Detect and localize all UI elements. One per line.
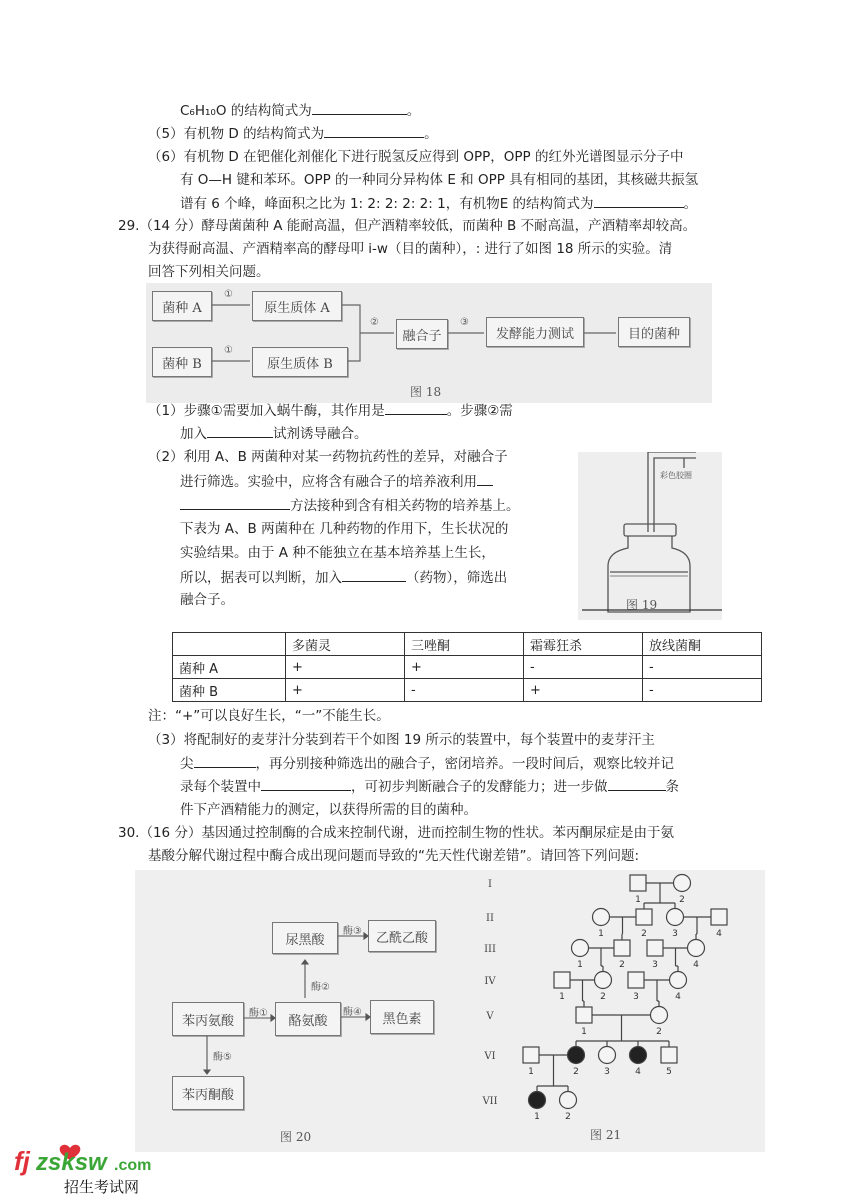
box-target-strain: 目的菌种 [618,317,690,347]
female-symbol [593,909,610,926]
q29-part2-l1: （2）利用 A、B 两菌种对某一药物抗药性的差异，对融合子 [148,449,508,465]
text: C₆H₁₀O 的结构简式为 [180,103,312,119]
table-header-row [173,633,762,656]
individual-number: 1 [528,1067,534,1077]
affected-female-symbol [568,1047,585,1064]
text: ，再分别接种筛选出的融合子，密闭培养。一段时间后，观察比较并记 [255,756,674,772]
table-cell: - [405,679,524,702]
affected-female-symbol [529,1092,546,1109]
text: 谱有 6 个峰，峰面积之比为 1: 2: 2: 2: 2: 1，有机物E 的结构简式为 [180,196,594,212]
female-symbol [572,940,589,957]
rubber-ring-label: 彩色胶圈 [660,471,692,480]
q29-part2-l3 [180,495,520,516]
individual-number: 2 [619,960,625,970]
q29-stem-l3: 回答下列相关问题。 [148,264,270,280]
box-protoplast-a: 原生质体 A [252,291,342,321]
individual-number: 4 [716,929,722,939]
q29-part2-l6 [180,567,507,588]
step-1-label: ① [224,345,233,356]
table-cell: 菌种 A [173,656,286,679]
individual-number: 4 [693,960,699,970]
table-header [173,633,286,656]
individual-number: 1 [534,1112,540,1122]
table-cell: - [643,656,762,679]
svg-text:zsksw: zsksw [36,1149,107,1176]
individual-number: 2 [573,1067,579,1077]
step-1-label: ① [224,289,233,300]
box-protoplast-b: 原生质体 B [252,347,348,377]
box-phenylalanine: 苯丙氨酸 [172,1002,244,1036]
q28-part6-l2: 有 O—H 键和苯环。OPP 的一种同分异构体 E 和 OPP 具有相同的基团，其核磁共振氢 [180,172,699,188]
text: （药物），筛选出 [406,570,508,586]
enzyme-4-label: 酶④ [343,1007,362,1018]
text: 。 [424,126,438,142]
figure-18 [146,283,712,403]
box-phenylpyruvic-acid: 苯丙酮酸 [172,1076,244,1110]
q29-part1-l1 [148,400,513,421]
male-symbol [628,972,644,988]
q29-part2-l2 [180,471,493,492]
q29-part2-l7: 融合子。 [180,592,234,608]
female-symbol [667,909,684,926]
figures-20-21 [135,870,765,1152]
table-row [173,656,762,679]
male-symbol [614,940,630,956]
male-symbol [661,1047,677,1063]
table-cell: + [286,656,405,679]
drug-resistance-table [172,632,762,702]
individual-number: 1 [559,992,565,1002]
q28-part5 [148,123,438,144]
generation-label: V [486,1011,494,1022]
text: 尖 [180,756,194,772]
male-symbol [576,1007,592,1023]
answer-blank [342,567,406,582]
svg-text:fj: fj [14,1146,30,1176]
individual-number: 3 [633,992,639,1002]
male-symbol [630,875,646,891]
individual-number: 2 [565,1112,571,1122]
q28-part6-l3 [180,193,697,214]
q29-stem-l1: 29.（14 分）酵母菌菌种 A 能耐高温，但产酒精率较低，而菌种 B 不耐高温，产酒精率却较高。 [118,218,697,234]
female-symbol [560,1092,577,1109]
individual-number: 3 [652,960,658,970]
q29-part3-l3 [180,776,679,797]
individual-number: 2 [641,929,647,939]
female-symbol [670,972,687,989]
fermentation-bottle-illustration [578,452,722,620]
generation-label: II [486,913,494,924]
male-symbol [523,1047,539,1063]
male-symbol [647,940,663,956]
text: 方法接种到含有相关药物的培养基上。 [290,498,520,514]
individual-number: 2 [656,1027,662,1037]
step-2-label: ② [370,317,379,328]
female-symbol [674,875,691,892]
answer-blank [477,471,493,486]
female-symbol [651,1007,668,1024]
generation-label: I [488,879,492,890]
generation-label: IV [484,976,496,987]
text: 所以，据表可以判断，加入 [180,570,342,586]
generation-label: III [484,944,496,955]
answer-blank [261,776,351,791]
svg-text:招生考试网: 招生考试网 [64,1178,140,1196]
text: 条 [665,779,679,795]
text: 录每个装置中 [180,779,261,795]
box-strain-a: 菌种 A [152,291,212,321]
table-cell: + [524,679,643,702]
text: 加入 [180,426,207,442]
answer-blank [594,193,684,208]
fjzsksw-logo [12,1140,172,1198]
answer-blank [180,495,290,510]
box-fusion: 融合子 [396,319,448,349]
text: （5）有机物 D 的结构简式为 [148,126,325,142]
figure-21-caption: 图 21 [590,1128,622,1142]
q29-part3-l4: 件下产酒精能力的测定，以获得所需的目的菌种。 [180,802,477,818]
individual-number: 1 [577,960,583,970]
affected-female-symbol [630,1047,647,1064]
individual-number: 5 [666,1067,672,1077]
text: 。 [406,103,421,119]
text: （1）步骤①需要加入蜗牛酶，其作用是 [148,403,385,419]
male-symbol [554,972,570,988]
q29-part2-l5: 实验结果。由于 A 种不能独立在基本培养基上生长， [180,545,495,561]
table-note: 注：“+”可以良好生长，“一”不能生长。 [148,708,390,724]
step-3-label: ③ [460,317,469,328]
table-header: 放线菌酮 [643,633,762,656]
female-symbol [595,972,612,989]
table-cell: - [643,679,762,702]
q28-c6h10o-line [180,100,420,121]
male-symbol [711,909,727,925]
answer-blank [608,776,666,791]
generation-label: VII [482,1096,498,1107]
table-cell: + [405,656,524,679]
text: 进行筛选。实验中，应将含有融合子的培养液利用 [180,474,477,490]
q28-part6-l1: （6）有机物 D 在钯催化剂催化下进行脱氢反应得到 OPP，OPP 的红外光谱图显示分子中 [148,149,684,165]
table-header: 多菌灵 [286,633,405,656]
individual-number: 2 [679,895,685,905]
figure-18-caption: 图 18 [410,385,442,399]
figure-19 [578,452,722,620]
text: ，可初步判断融合子的发酵能力；进一步做 [351,779,608,795]
pedigree-chart [135,870,765,1152]
q29-part3-l1: （3）将配制好的麦芽汁分装到若干个如图 19 所示的装置中，每个装置中的麦芽汗主 [148,732,655,748]
individual-number: 3 [672,929,678,939]
text: 。步骤②需 [446,403,513,419]
individual-number: 1 [635,895,641,905]
text: 试剂诱导融合。 [273,426,368,442]
answer-blank [312,100,407,115]
enzyme-2-label: 酶② [311,982,330,993]
figure-20-caption: 图 20 [280,1130,312,1144]
answer-blank [324,123,424,138]
figure-19-caption: 图 19 [626,598,658,612]
box-tyrosine: 酪氨酸 [275,1002,341,1036]
box-acetoacetic-acid: 乙酰乙酸 [368,920,436,952]
female-symbol [688,940,705,957]
svg-text:.com: .com [114,1157,152,1174]
individual-number: 4 [635,1067,641,1077]
box-homogentisic-acid: 尿黑酸 [272,922,338,954]
generation-label: VI [484,1051,496,1062]
male-symbol [636,909,652,925]
answer-blank [207,423,273,438]
table-cell: + [286,679,405,702]
individual-number: 4 [675,992,681,1002]
answer-blank [385,400,447,415]
enzyme-5-label: 酶⑤ [213,1052,232,1063]
enzyme-3-label: 酶③ [343,926,362,937]
table-cell: - [524,656,643,679]
q29-stem-l2: 为获得耐高温、产酒精率高的酵母叩 i-w（目的菌种），: 进行了如图 18 所示的实验。清 [148,241,673,257]
site-logo [12,1140,172,1202]
text: 。 [683,196,698,212]
q29-part1-l2 [180,423,368,444]
table-header: 霜霉狂杀 [524,633,643,656]
individual-number: 2 [600,992,606,1002]
female-symbol [599,1047,616,1064]
q30-stem-l2: 基酸分解代谢过程中酶合成出现问题而导致的“先天性代谢差错”。请回答下列问题: [148,848,640,864]
box-fermentation-test: 发酵能力测试 [486,317,584,347]
individual-number: 1 [598,929,604,939]
box-melanin: 黑色素 [370,1000,434,1034]
answer-blank [194,753,256,768]
enzyme-1-label: 酶① [249,1008,268,1019]
individual-number: 1 [581,1027,587,1037]
q29-part2-l4: 下表为 A、B 两菌种在 几种药物的作用下，生长状况的 [180,521,509,537]
q29-part3-l2 [180,753,674,774]
table-row [173,679,762,702]
table-header: 三唑酮 [405,633,524,656]
individual-number: 3 [604,1067,610,1077]
table-cell: 菌种 B [173,679,286,702]
box-strain-b: 菌种 B [152,347,212,377]
q30-stem-l1: 30.（16 分）基因通过控制酶的合成来控制代谢，进而控制生物的性状。苯丙酮尿症是由于氨 [118,825,674,841]
